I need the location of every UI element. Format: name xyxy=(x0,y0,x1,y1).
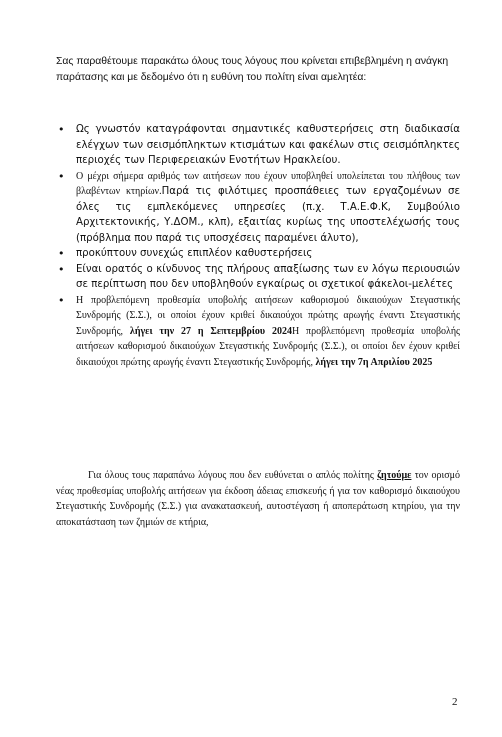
closing-text: Για όλους τους παραπάνω λόγους που δεν ευθύνεται ο απλός πολίτης xyxy=(88,470,378,481)
deadline-date: λήγει την 7η Απριλίου 2025 xyxy=(315,356,433,368)
list-item-text: Ως γνωστόν καταγράφονται σημαντικές καθυστερήσεις στη διαδικασία ελέγχων των σεισμόπληκτων κτισμάτων και φακέλων στις σεισμόπληκτες περιοχές των Περιφερειακών Ενοτήτων Ηρακλείου. xyxy=(76,124,460,166)
list-item-text: Ο μέχρι σήμερα αριθμός των αιτήσεων που έχουν υποβληθεί υπολείπεται του πλήθους των βλαβέντων κτηρίων. xyxy=(76,170,460,197)
list-item xyxy=(58,246,460,262)
intro-paragraph: Σας παραθέτουμε παρακάτω όλους τους λόγους που κρίνεται επιβεβλημένη η ανάγκη παράτασης και με δεδομένο ότι η ευθύνη του πολίτη είναι αμελητέα: xyxy=(56,56,449,83)
list-item xyxy=(58,122,460,169)
list-item xyxy=(58,262,460,293)
closing-emphasis: ζητούμε xyxy=(377,470,412,481)
deadline-date: λήγει την 27 η Σεπτεμβρίου 2024 xyxy=(129,325,292,337)
closing-paragraph xyxy=(56,468,460,530)
list-item-text: Η προβλεπόμενη προθεσμία υποβολής αιτήσεων καθορισμού δικαιούχων Στεγαστικής Συνδρομής (Σ.Σ.), οι οποίοι έχουν κριθεί δικαιούχοι πρώτης αρωγής έναντι Στεγαστικής Συνδρομής, xyxy=(76,294,460,337)
list-item xyxy=(58,293,460,371)
list-item-text: Παρά τις φιλότιμες προσπάθειες των εργαζομένων σε όλες τις εμπλεκόμενες υπηρεσίες (π.χ. Τ.Α.Ε.Φ.Κ, Συμβούλιο Αρχιτεκτονικής, Υ.ΔΟΜ., κλπ), εξαιτίας κυρίως της υποστελέχωσής τους (πρόβλημα που παρά τις υποσχέσεις παραμένει άλυτο), xyxy=(76,186,460,244)
closing-text: τον ορισμό νέας προθεσμίας υποβολής αιτήσεων για έκδοση άδειας επισκευής ή για τον καθορισμό δικαιούχου Στεγαστικής Συνδρομής (Σ.Σ.) για ανακατασκευή, αυτοστέγαση ή αποπεράτωση κτηρίου, για την αποκατάσταση των ζημιών σε κτήρια, xyxy=(56,470,460,528)
list-item-text: Είναι ορατός ο κίνδυνος της πλήρους απαξίωσης των εν λόγω περιουσιών σε περίπτωση που δεν υποβληθούν εγκαίρως οι σχετικοί φάκελοι-μελέτες xyxy=(76,263,460,290)
list-item xyxy=(58,169,460,247)
list-item-text: προκύπτουν συνεχώς επιπλέον καθυστερήσεις xyxy=(76,248,313,259)
reasons-list xyxy=(58,122,460,370)
list-item-text: Η προβλεπόμενη προθεσμία υποβολής αιτήσεων καθορισμού δικαιούχων Στεγαστικής Συνδρομής (Σ.Σ.), οι οποίοι δεν έχουν κριθεί δικαιούχοι πρώτης αρωγής έναντι Στεγαστικής Συνδρομής, xyxy=(76,325,461,368)
page-number: 2 xyxy=(452,696,458,708)
